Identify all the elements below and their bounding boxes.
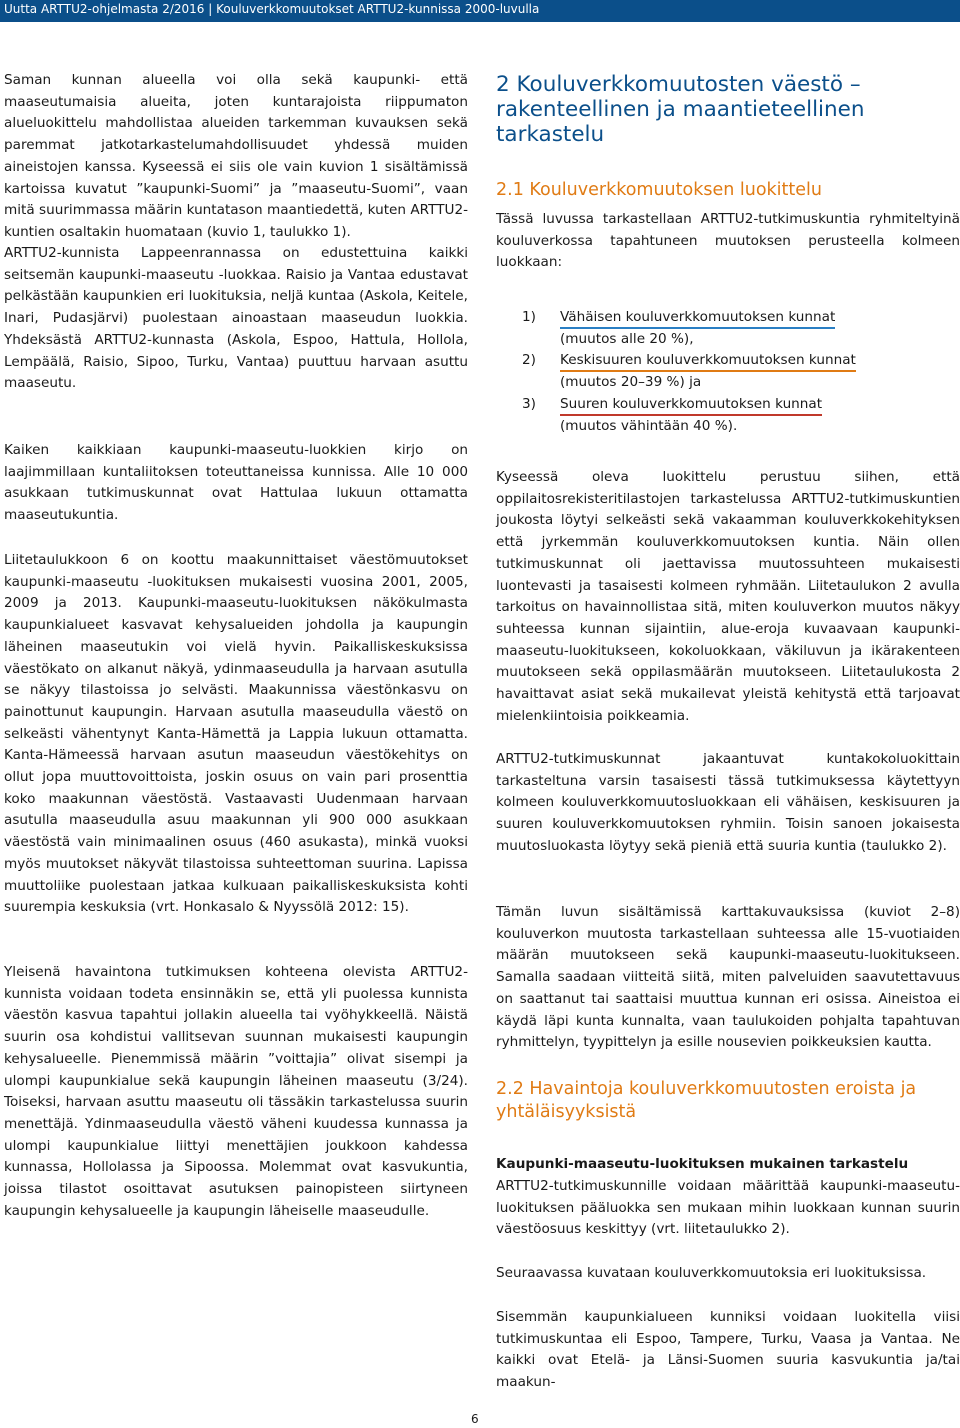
paragraph: Yleisenä havaintona tutkimuksen kohteena olevista ARTTU2-kunnista voidaan todeta ensinnäkin se, että yli puolessa kunnista väestön kasvua tapahtui jollakin alueella tai vyöhykkeellä. Näistä suurin osa kohdistui vallitsevan suunnan mukaisesti kaupungin kehysalueelle. Pienemmissä määrin ”voittajia” olivat sisempi ja ulompi kaupunkialue sekä kaupungin läheinen maaseutu (3/24). Toiseksi, harvaan asuttu maaseutu oli tässäkin tarkastelussa suurin menettäjä. Ydinmaaseudulla väestö väheni kuudessa kunnassa ja ulompi kaupunkialue liittyi menettäjien joukkoon kahdessa kunnassa, Hollolassa ja Sipoossa. Molemmat ovat kasvukuntia, joissa tilastot osoittavat asutuksen painopisteen siirtyneen kaupungin kehysalueelle ja kaupungin läheiselle maaseudulle. [4, 964, 468, 1219]
subsection-heading: Kaupunki-maaseutu-luokituksen mukainen tarkastelu [496, 1156, 909, 1172]
section-heading: 2.1 Kouluverkkomuutoksen luokittelu [496, 180, 822, 200]
paragraph: Kyseessä oleva luokittelu perustuu siihen, että oppilaitosrekisteritilastojen tarkastelussa ARTTU2-tutkimuskuntien joukosta löytyi selkeästi sekä vakaamman kouluverkkokehityksen että jyrkemmän kouluverkkomuutoksen kuntia. Näin ollen tutkimuskunnat oli jaettavissa muutossuhteen mukaisesti luontevasti ja tasaisesti kolmeen ryhmään. Liitetaulukon 2 avulla tarkoitus on havainnollistaa sitä, miten kouluverkon muutos näkyy suhteessa kunnan sijaintiin, alue-eroja kuvaavaan kaupunki-maaseutu-luokitukseen, kokoluokkaan, väkiluvun ja ikärakenteen muutokseen sekä oppilasmäärän muutokseen. Liitetaulukosta 2 havaittavat asiat sekä mukailevat yleistä kehitystä että tarjoavat mielenkiintoisia poikkeamia. [496, 469, 960, 724]
list-item-label: Keskisuuren kouluverkkomuutoksen kunnat [560, 351, 856, 372]
paragraph: Saman kunnan alueella voi olla sekä kaupunki- että maaseutumaisia alueita, joten kuntarajoista riippumaton alueluokittelu mahdollistaa alueiden tarkemman kuvauksen sekä paremmat jatkotarkastelumahdollisuudet yhdessä muiden aineistojen kanssa. Kyseessä ei siis ole vain kuvion 1 sisältämissä kartoissa kuvatut ”kaupunki-Suomi” ja ”maaseutu-Suomi”, vaan mitä suurimmassa määrin kuntatason maantiedettä, kuten ARTTU2-kuntien osaltakin huomataan (kuvio 1, taulukko 1). [4, 72, 468, 240]
list-item [496, 307, 960, 350]
list-item [496, 350, 960, 393]
list-number: 3) [522, 395, 536, 412]
list-item-label: Vähäisen kouluverkkomuutoksen kunnat [560, 308, 835, 329]
paragraph: ARTTU2-tutkimuskunnat jakaantuvat kuntakokoluokittain tarkasteltuna varsin tasaisesti tässä tutkimuksessa käytettyyn kolmeen kouluverkkomuutosluokkaan eli vähäisen, keskisuuren ja suuren kouluverkkomuutoksen ryhmiin. Toisin sanoen jokaisesta muutosluokasta löytyy sekä pieniä että suuria kuntia (taulukko 2). [496, 751, 960, 854]
running-title: Uutta ARTTU2-ohjelmasta 2/2016 | Kouluverkkomuutokset ARTTU2-kunnissa 2000-luvulla [4, 2, 540, 16]
running-header [0, 0, 960, 22]
paragraph: Tässä luvussa tarkastellaan ARTTU2-tutkimuskuntia ryhmiteltyinä kouluverkossa tapahtuneen muutoksen perusteella kolmeen luokkaan: [496, 211, 960, 271]
list-number: 1) [522, 309, 536, 325]
list-item-label: Suuren kouluverkkomuutoksen kunnat [560, 395, 822, 416]
list-item [496, 394, 960, 437]
list-item-detail: (muutos vähintään 40 %). [560, 417, 738, 434]
list-item-detail: (muutos alle 20 %), [560, 331, 694, 347]
paragraph: Sisemmän kaupunkialueen kunniksi voidaan luokitella viisi tutkimuskuntaa eli Espoo, Tampere, Turku, Vaasa ja Vantaa. Ne kaikki ovat Etelä- ja Länsi-Suomen suuria kasvukuntia ja/tai maakun- [496, 1309, 960, 1391]
paragraph: Liitetaulukkoon 6 on koottu maakunnittaiset väestömuutokset kaupunki-maaseutu -luokituksen mukaisesti vuosina 2001, 2005, 2009 ja 2013. Kaupunki-maaseutu-luokituksen näkökulmasta kaupunkialueet kasvavat kehysalueiden johdolla ja kaupungin läheinen maaseutukin voi vielä hyvin. Paikalliskeskuksissa väestökato on alkanut näkyä, ydinmaaseudulla ja harvaan asutulla se näkyy tilastoissa jo selvästi. Maakunnissa väestönkasvu on painottunut kaupungin. Harvaan asutulla maaseudulla väestö on selkeästi vähentynyt Kanta-Hämettä ja Lappia lukuun ottamatta. Kanta-Hämeessä harvaan asutun maaseudun väestökehitys on ollut jopa muuttovoittoista, joskin osuus on vain pari prosenttia koko maakunnan väestöstä. Vastaavasti Uudenmaan harvaan asutulla maaseudulla asuu maakunnan yli 900 000 asukkaan väestöstä vain minimaalinen osuus (460 asukasta), minkä vuoksi myös muutokset näkyvät tilastoissa suhteettoman suurina. Lapissa muuttoliike puolestaan jatkaa kulkuaan paikalliskeskuksista kohti suurempia keskuksia (vrt. Honkasalo & Nyyssölä 2012: 15). [4, 552, 468, 916]
list-item-detail: (muutos 20–39 %) ja [560, 374, 702, 391]
list-number: 2) [522, 352, 536, 369]
paragraph: ARTTU2-tutkimuskunnille voidaan määrittää kaupunki-maaseutu-luokituksen pääluokka sen mukaan mihin luokkaan kunnan suurin väestöosuus keskittyy (vrt. liitetaulukko 2). [496, 1178, 960, 1238]
paragraph: Seuraavassa kuvataan kouluverkkomuutoksia eri luokituksissa. [496, 1265, 927, 1281]
section-heading: 2.2 Havaintoja kouluverkkomuutosten eroista ja yhtäläisyyksistä [496, 1079, 917, 1122]
paragraph: ARTTU2-kunnista Lappeenrannassa on edustettuina kaikki seitsemän kaupunki-maaseutu -luokkaa. Raisio ja Vantaa edustavat pelkästään kaupunkien eri luokituksia, neljä kuntaa (Askola, Keitele, Inari, Pudasjärvi) puolestaan ainoastaan maaseudun luokkia. Yhdeksästä ARTTU2-kunnasta (Askola, Espoo, Hattula, Hollola, Lempäälä, Raisio, Sipoo, Turku, Vantaa) puuttuu harvaan asuttu maaseutu. [4, 245, 468, 392]
classification-list [496, 307, 960, 437]
chapter-heading: 2 Kouluverkkomuutosten väestö – rakenteellinen ja maantieteellinen tarkastelu [496, 72, 865, 147]
page-number: 6 [471, 1412, 479, 1426]
paragraph: Tämän luvun sisältämissä karttakuvauksissa (kuviot 2–8) kouluverkon muutosta tarkastellaan suhteessa alle 15-vuotiaiden määrän muutokseen sekä kaupunki-maaseutu-luokitukseen. Samalla saadaan viitteitä siitä, miten palveluiden saavutettavuus on saattanut tai saattaisi muuttua kunnan eri osissa. Aineistoa ei käydä läpi kunta kunnalta, vaan taulukoiden pohjalta tapahtuvan ryhmittelyn, tyypittelyn ja esille nousevien poikkeuksien kautta. [496, 904, 960, 1051]
paragraph: Kaiken kaikkiaan kaupunki-maaseutu-luokkien kirjo on laajimmillaan kuntaliitoksen toteuttaneissa kunnissa. Alle 10 000 asukkaan tutkimuskunnat ovat Hattulaa lukuun ottamatta maaseutukuntia. [4, 442, 468, 524]
